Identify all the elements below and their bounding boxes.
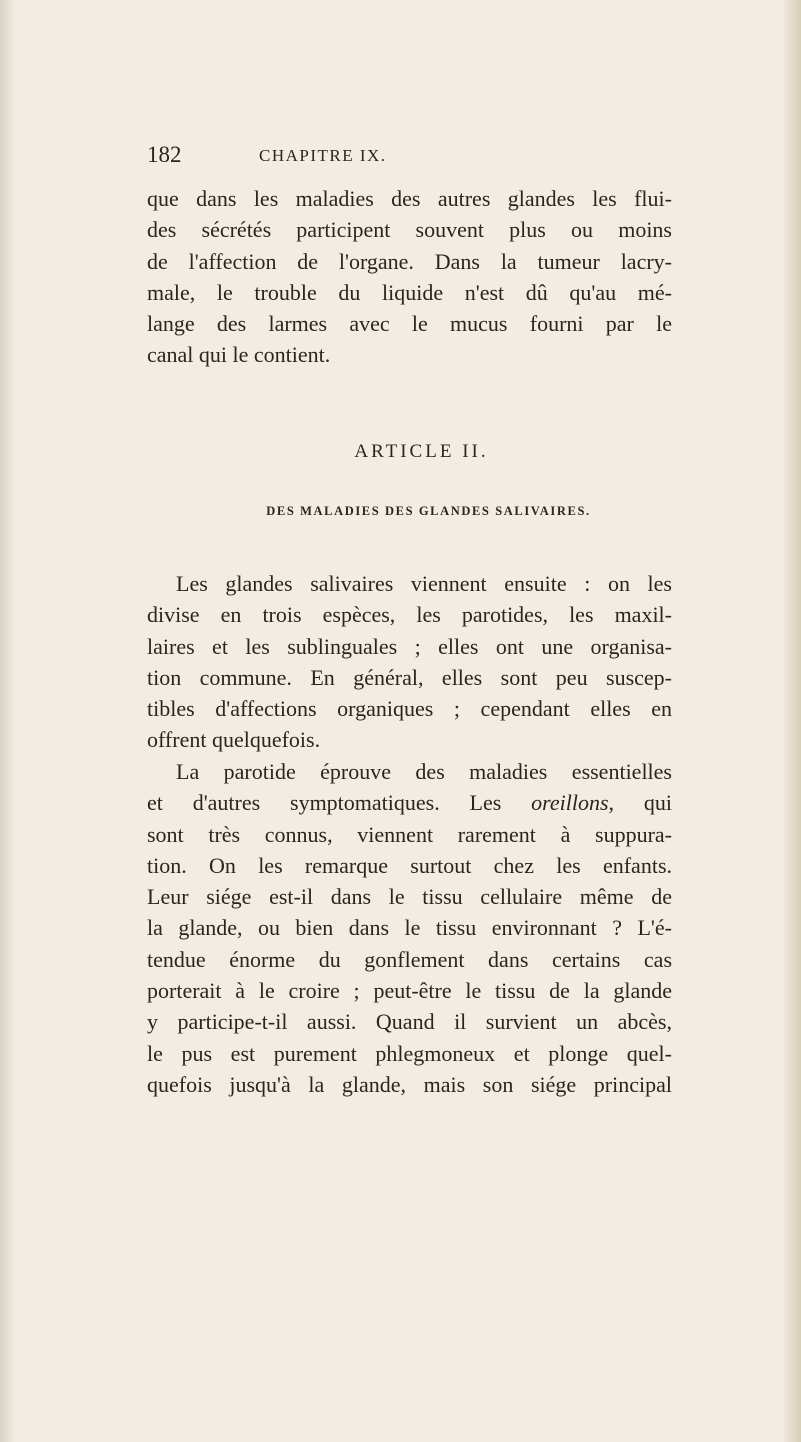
text-line: laires et les sublinguales ; elles ont une organisa- [147, 633, 672, 659]
page-number: 182 [147, 142, 182, 167]
text-line: divise en trois espèces, les parotides, les maxil- [147, 602, 672, 628]
chapter-heading: CHAPITRE IX. [259, 146, 387, 165]
paragraph-glandes-salivaires [147, 568, 672, 756]
text-line: male, le trouble du liquide n'est dû qu'au mé- [147, 279, 672, 305]
article-title: ARTICLE II. [354, 441, 489, 462]
text-line: canal qui le contient. [147, 342, 331, 368]
text-line: quefois jusqu'à la glande, mais son siége principal [147, 1071, 672, 1097]
italic-term: oreillons [531, 790, 609, 816]
paragraph-parotide [147, 756, 672, 1100]
page-edge-left [0, 0, 14, 1442]
text-segment: , qui [608, 790, 672, 816]
text-line: lange des larmes avec le mucus fourni par le [147, 311, 672, 337]
text-line: la glande, ou bien dans le tissu environnant ? L'é- [147, 915, 672, 941]
text-line: tendue énorme du gonflement dans certains cas [147, 946, 672, 972]
text-line: tion. On les remarque surtout chez les enfants. [147, 852, 672, 878]
text-line: y participe-t-il aussi. Quand il survient un abcès, [147, 1009, 672, 1035]
text-line: La parotide éprouve des maladies essentielles [176, 759, 672, 784]
continuation-paragraph [147, 183, 672, 371]
text-line: sont très connus, viennent rarement à suppura- [147, 821, 672, 847]
text-line-with-italic [147, 787, 672, 818]
text-line: le pus est purement phlegmoneux et plonge quel- [147, 1040, 672, 1066]
running-head [147, 140, 567, 170]
page-edge-right [783, 0, 801, 1442]
text-line: de l'affection de l'organe. Dans la tumeur lacry- [147, 248, 672, 274]
text-line: porterait à le croire ; peut-être le tissu de la glande [147, 978, 672, 1004]
text-line: tion commune. En général, elles sont peu suscep- [147, 664, 672, 690]
text-line: tibles d'affections organiques ; cependant elles en [147, 696, 672, 722]
section-title: DES MALADIES DES GLANDES SALIVAIRES. [266, 504, 591, 518]
text-segment: et d'autres symptomatiques. Les [147, 790, 532, 816]
text-line: que dans les maladies des autres glandes les flui- [147, 186, 672, 211]
text-line: offrent quelquefois. [147, 727, 321, 753]
text-line: Leur siége est-il dans le tissu cellulaire même de [147, 884, 672, 910]
text-line: Les glandes salivaires viennent ensuite : on les [176, 571, 672, 596]
text-line: des sécrétés participent souvent plus ou moins [147, 217, 672, 243]
